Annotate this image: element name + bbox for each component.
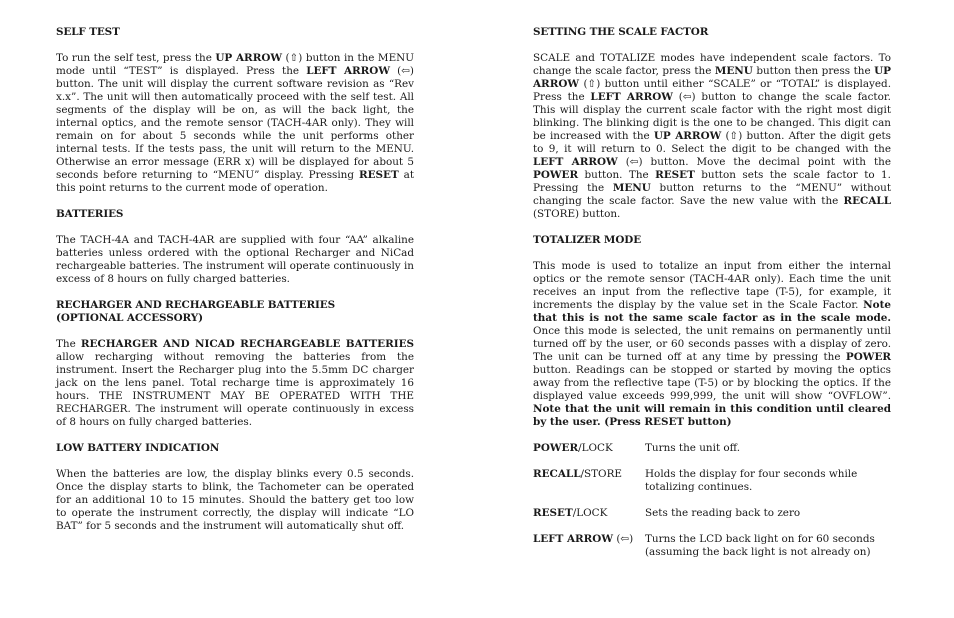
totalizer-heading: TOTALIZER MODE xyxy=(533,234,642,246)
low-battery-heading: LOW BATTERY INDICATION xyxy=(56,442,220,454)
recharger-subheading: (OPTIONAL ACCESSORY) xyxy=(56,312,203,324)
scale-factor-heading: SETTING THE SCALE FACTOR xyxy=(533,26,709,38)
recharger-heading: RECHARGER AND RECHARGEABLE BATTERIES xyxy=(56,299,336,311)
scale-factor-paragraph: SCALE and TOTALIZE modes have independent scale factors. To change the scale factor, press the MENU button then press the UP ARROW (⇧) button until either “SCALE” or “TOTAL” is displayed. Press the LEFT ARROW (⇦) button to change the scale factor. This will display the current scale factor with the right most digit blinking. The blinking digit is the one to be changed. This digit can be increased with the UP ARROW (⇧) button. After the digit gets to 9, it will return to 0. Select the digit to be changed with the LEFT ARROW (⇦) button. Move the decimal point with the POWER button. The RESET button sets the scale factor to 1. Pressing the MENU button returns to the “MENU” without changing the scale factor. Save the new value with the RECALL (STORE) button. xyxy=(533,52,891,220)
self-test-paragraph: To run the self test, press the UP ARROW (⇧) button in the MENU mode until “TEST” is displayed. Press the LEFT ARROW (⇦) button. The unit will display the current software revision as “Rev x.x”. The unit will then automatically proceed with the self test. All segments of the display will be on, as will the back light, the internal optics, and the remote sensor (TACH-4AR only). They will remain on for about 5 seconds while the unit performs other internal tests. If the tests pass, the unit will return to the MENU. Otherwise an error message (ERR x) will be displayed for about 5 seconds before returning to “MENU” display. Pressing RESET at this point returns to the current mode of operation. xyxy=(56,52,415,194)
key-row-recall: RECALL/STORE Holds the display for four seconds while totalizing continues. xyxy=(533,468,858,493)
low-battery-paragraph: When the batteries are low, the display blinks every 0.5 seconds. Once the display starts to blink, the Tachometer can be operated for an additional 10 to 15 minutes. Should the battery get too low to operate the instrument correctly, the display will indicate “LO BAT” for 5 seconds and the instrument will automatically shut off. xyxy=(56,468,414,532)
recharger-paragraph: The RECHARGER AND NICAD RECHARGEABLE BATTERIES allow recharging without removing the batteries from the instrument. Insert the Recharger plug into the 5.5mm DC charger jack on the lens panel. Total recharge time is approximately 16 hours. THE INSTRUMENT MAY BE OPERATED WITH THE RECHARGER. The instrument will operate continuously in excess of 8 hours on fully charged batteries. xyxy=(56,338,414,428)
batteries-heading: BATTERIES xyxy=(56,208,124,220)
left-column xyxy=(56,26,414,533)
self-test-heading: SELF TEST xyxy=(56,26,120,38)
batteries-paragraph: The TACH-4A and TACH-4AR are supplied with four “AA” alkaline batteries unless ordered with the optional Recharger and NiCad rechargeable batteries. The instrument will operate continuously in excess of 8 hours on fully charged batteries. xyxy=(56,234,414,285)
key-row-left-arrow: LEFT ARROW (⇦) Turns the LCD back light on for 60 seconds (assuming the back light is not already on) xyxy=(533,533,875,558)
key-row-power: POWER/LOCK Turns the unit off. xyxy=(533,442,740,454)
right-column xyxy=(533,26,891,559)
key-row-reset: RESET/LOCK Sets the reading back to zero xyxy=(533,507,801,519)
totalizer-paragraph: This mode is used to totalize an input from either the internal optics or the remote sensor (TACH-4AR only). Each time the unit receives an input from the reflective tape (T-5), for example, it increments the display by the value set in the Scale Factor. Note that this is not the same scale factor as in the scale mode. Once this mode is selected, the unit remains on permanently until turned off by the user, or 60 seconds passes with a display of zero. The unit can be turned off at any time by pressing the POWER button. Readings can be stopped or started by moving the optics away from the reflective tape (T-5) or by blocking the optics. If the displayed value exceeds 999,999, the unit will show “OVFLOW”. Note that the unit will remain in this condition until cleared by the user. (Press RESET button) xyxy=(533,260,891,428)
